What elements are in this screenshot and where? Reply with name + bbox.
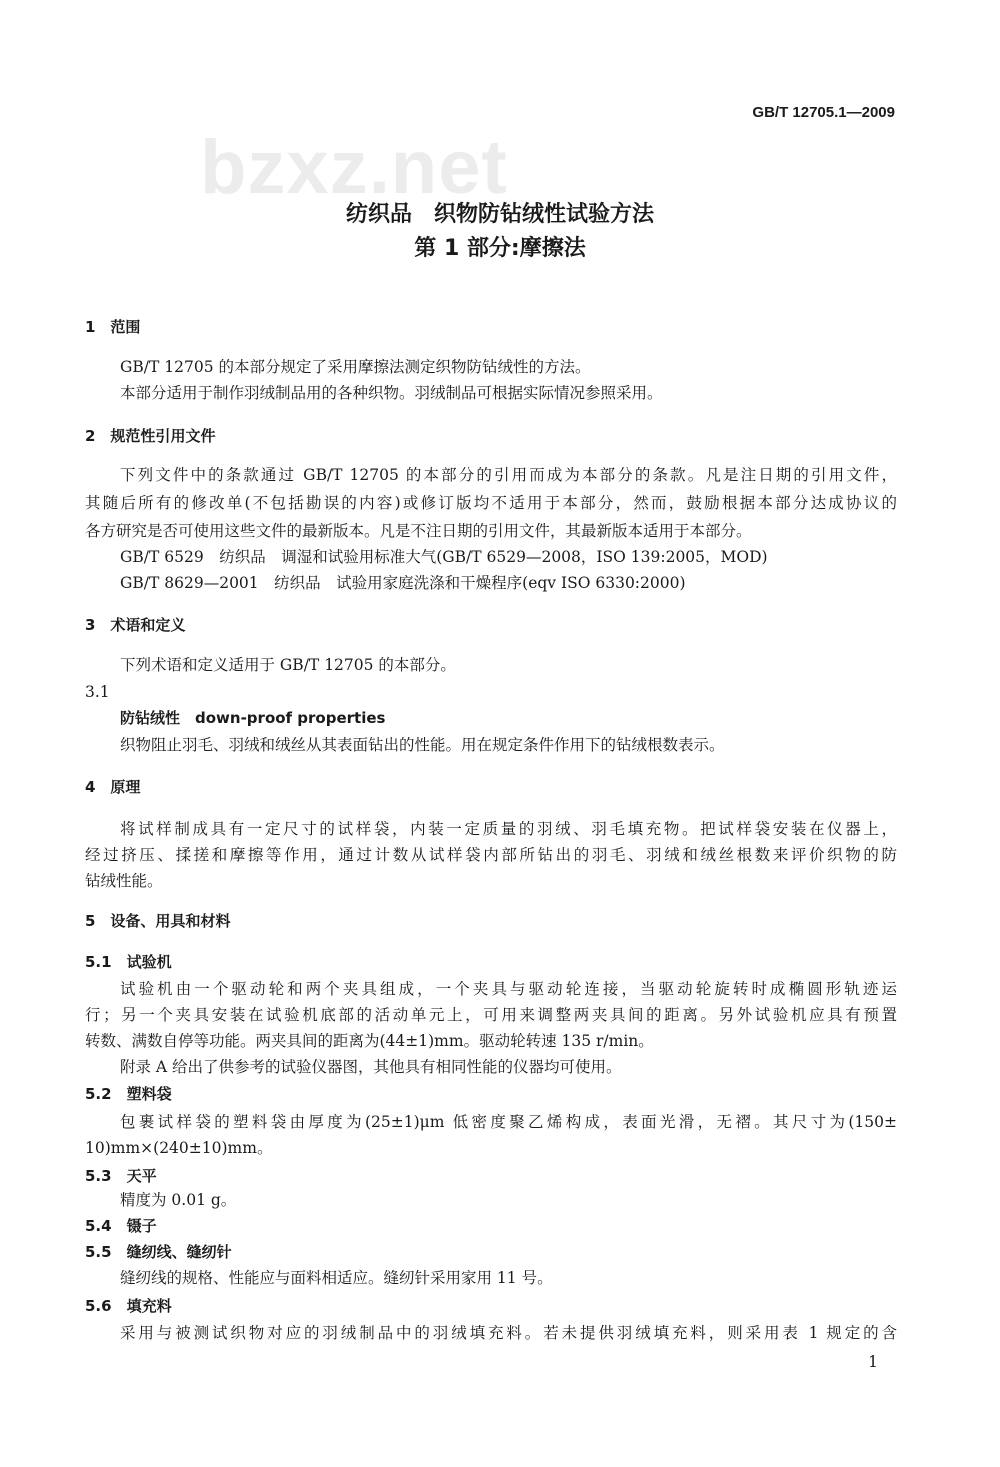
paragraph-line: 下列术语和定义适用于 GB/T 12705 的本部分。 bbox=[120, 656, 456, 674]
paragraph-line: 转数、满数自停等功能。两夹具间的距离为(44±1)mm。驱动轮转速 135 r/min。 bbox=[85, 1032, 654, 1050]
paragraph-line: 10)mm×(240±10)mm。 bbox=[85, 1139, 273, 1157]
paragraph-line: 本部分适用于制作羽绒制品用的各种织物。羽绒制品可根据实际情况参照采用。 bbox=[120, 384, 663, 402]
section-heading: 4 原理 bbox=[85, 778, 141, 796]
paragraph-line: 下列文件中的条款通过 GB/T 12705 的本部分的引用而成为本部分的条款。凡是注日期的引用文件， bbox=[120, 466, 897, 484]
reference-item: GB/T 6529 纺织品 调湿和试验用标准大气(GB/T 6529—2008，ISO 139:2005，MOD) bbox=[120, 548, 768, 566]
paragraph-line: 行；另一个夹具安装在试验机底部的活动单元上，可用来调整两夹具间的距离。另外试验机应具有预置 bbox=[85, 1006, 897, 1024]
subsection-heading: 5.3 天平 bbox=[85, 1167, 157, 1185]
paragraph-line: 试验机由一个驱动轮和两个夹具组成，一个夹具与驱动轮连接，当驱动轮旋转时成椭圆形轨迹运 bbox=[120, 980, 897, 998]
paragraph-line: 附录 A 给出了供参考的试验仪器图，其他具有相同性能的仪器均可使用。 bbox=[120, 1058, 622, 1076]
standard-code: GB/T 12705.1—2009 bbox=[752, 104, 895, 121]
title-line-1: 纺织品 织物防钻绒性试验方法 bbox=[345, 202, 654, 227]
watermark: bzxz.net bbox=[200, 125, 508, 210]
subsection-heading: 5.4 镊子 bbox=[85, 1217, 157, 1235]
term: 防钻绒性 down-proof properties bbox=[120, 709, 386, 727]
paragraph-line: 包裹试样袋的塑料袋由厚度为(25±1)μm 低密度聚乙烯构成，表面光滑，无褶。其尺寸为(150± bbox=[120, 1113, 897, 1131]
subsection-heading: 5.2 塑料袋 bbox=[85, 1085, 172, 1103]
clause-number: 3.1 bbox=[85, 683, 110, 701]
paragraph-line: 缝纫线的规格、性能应与面料相适应。缝纫针采用家用 11 号。 bbox=[120, 1269, 553, 1287]
section-heading: 5 设备、用具和材料 bbox=[85, 912, 231, 930]
subsection-heading: 5.1 试验机 bbox=[85, 953, 172, 971]
subsection-heading: 5.5 缝纫线、缝纫针 bbox=[85, 1243, 232, 1261]
title-line-2: 第 1 部分:摩擦法 bbox=[414, 236, 586, 261]
paragraph-line: 钻绒性能。 bbox=[85, 872, 163, 890]
section-heading: 2 规范性引用文件 bbox=[85, 427, 216, 445]
definition: 织物阻止羽毛、羽绒和绒丝从其表面钻出的性能。用在规定条件作用下的钻绒根数表示。 bbox=[120, 736, 725, 754]
paragraph-line: GB/T 12705 的本部分规定了采用摩擦法测定织物防钻绒性的方法。 bbox=[120, 358, 591, 376]
reference-item: GB/T 8629—2001 纺织品 试验用家庭洗涤和干燥程序(eqv ISO 6330:2000) bbox=[120, 574, 686, 592]
section-heading: 3 术语和定义 bbox=[85, 616, 186, 634]
subsection-heading: 5.6 填充料 bbox=[85, 1297, 172, 1315]
section-heading: 1 范围 bbox=[85, 318, 141, 336]
paragraph-line: 其随后所有的修改单(不包括勘误的内容)或修订版均不适用于本部分，然而，鼓励根据本部分达成协议的 bbox=[85, 494, 897, 512]
page-number: 1 bbox=[868, 1353, 878, 1371]
paragraph-line: 各方研究是否可使用这些文件的最新版本。凡是不注日期的引用文件，其最新版本适用于本部分。 bbox=[85, 522, 752, 540]
paragraph-line: 采用与被测试织物对应的羽绒制品中的羽绒填充料。若未提供羽绒填充料，则采用表 1 规定的含 bbox=[120, 1324, 897, 1342]
paragraph-line: 将试样制成具有一定尺寸的试样袋，内装一定质量的羽绒、羽毛填充物。把试样袋安装在仪器上， bbox=[120, 820, 897, 838]
paragraph-line: 精度为 0.01 g。 bbox=[120, 1191, 237, 1209]
paragraph-line: 经过挤压、揉搓和摩擦等作用，通过计数从试样袋内部所钻出的羽毛、羽绒和绒丝根数来评价织物的防 bbox=[85, 846, 897, 864]
